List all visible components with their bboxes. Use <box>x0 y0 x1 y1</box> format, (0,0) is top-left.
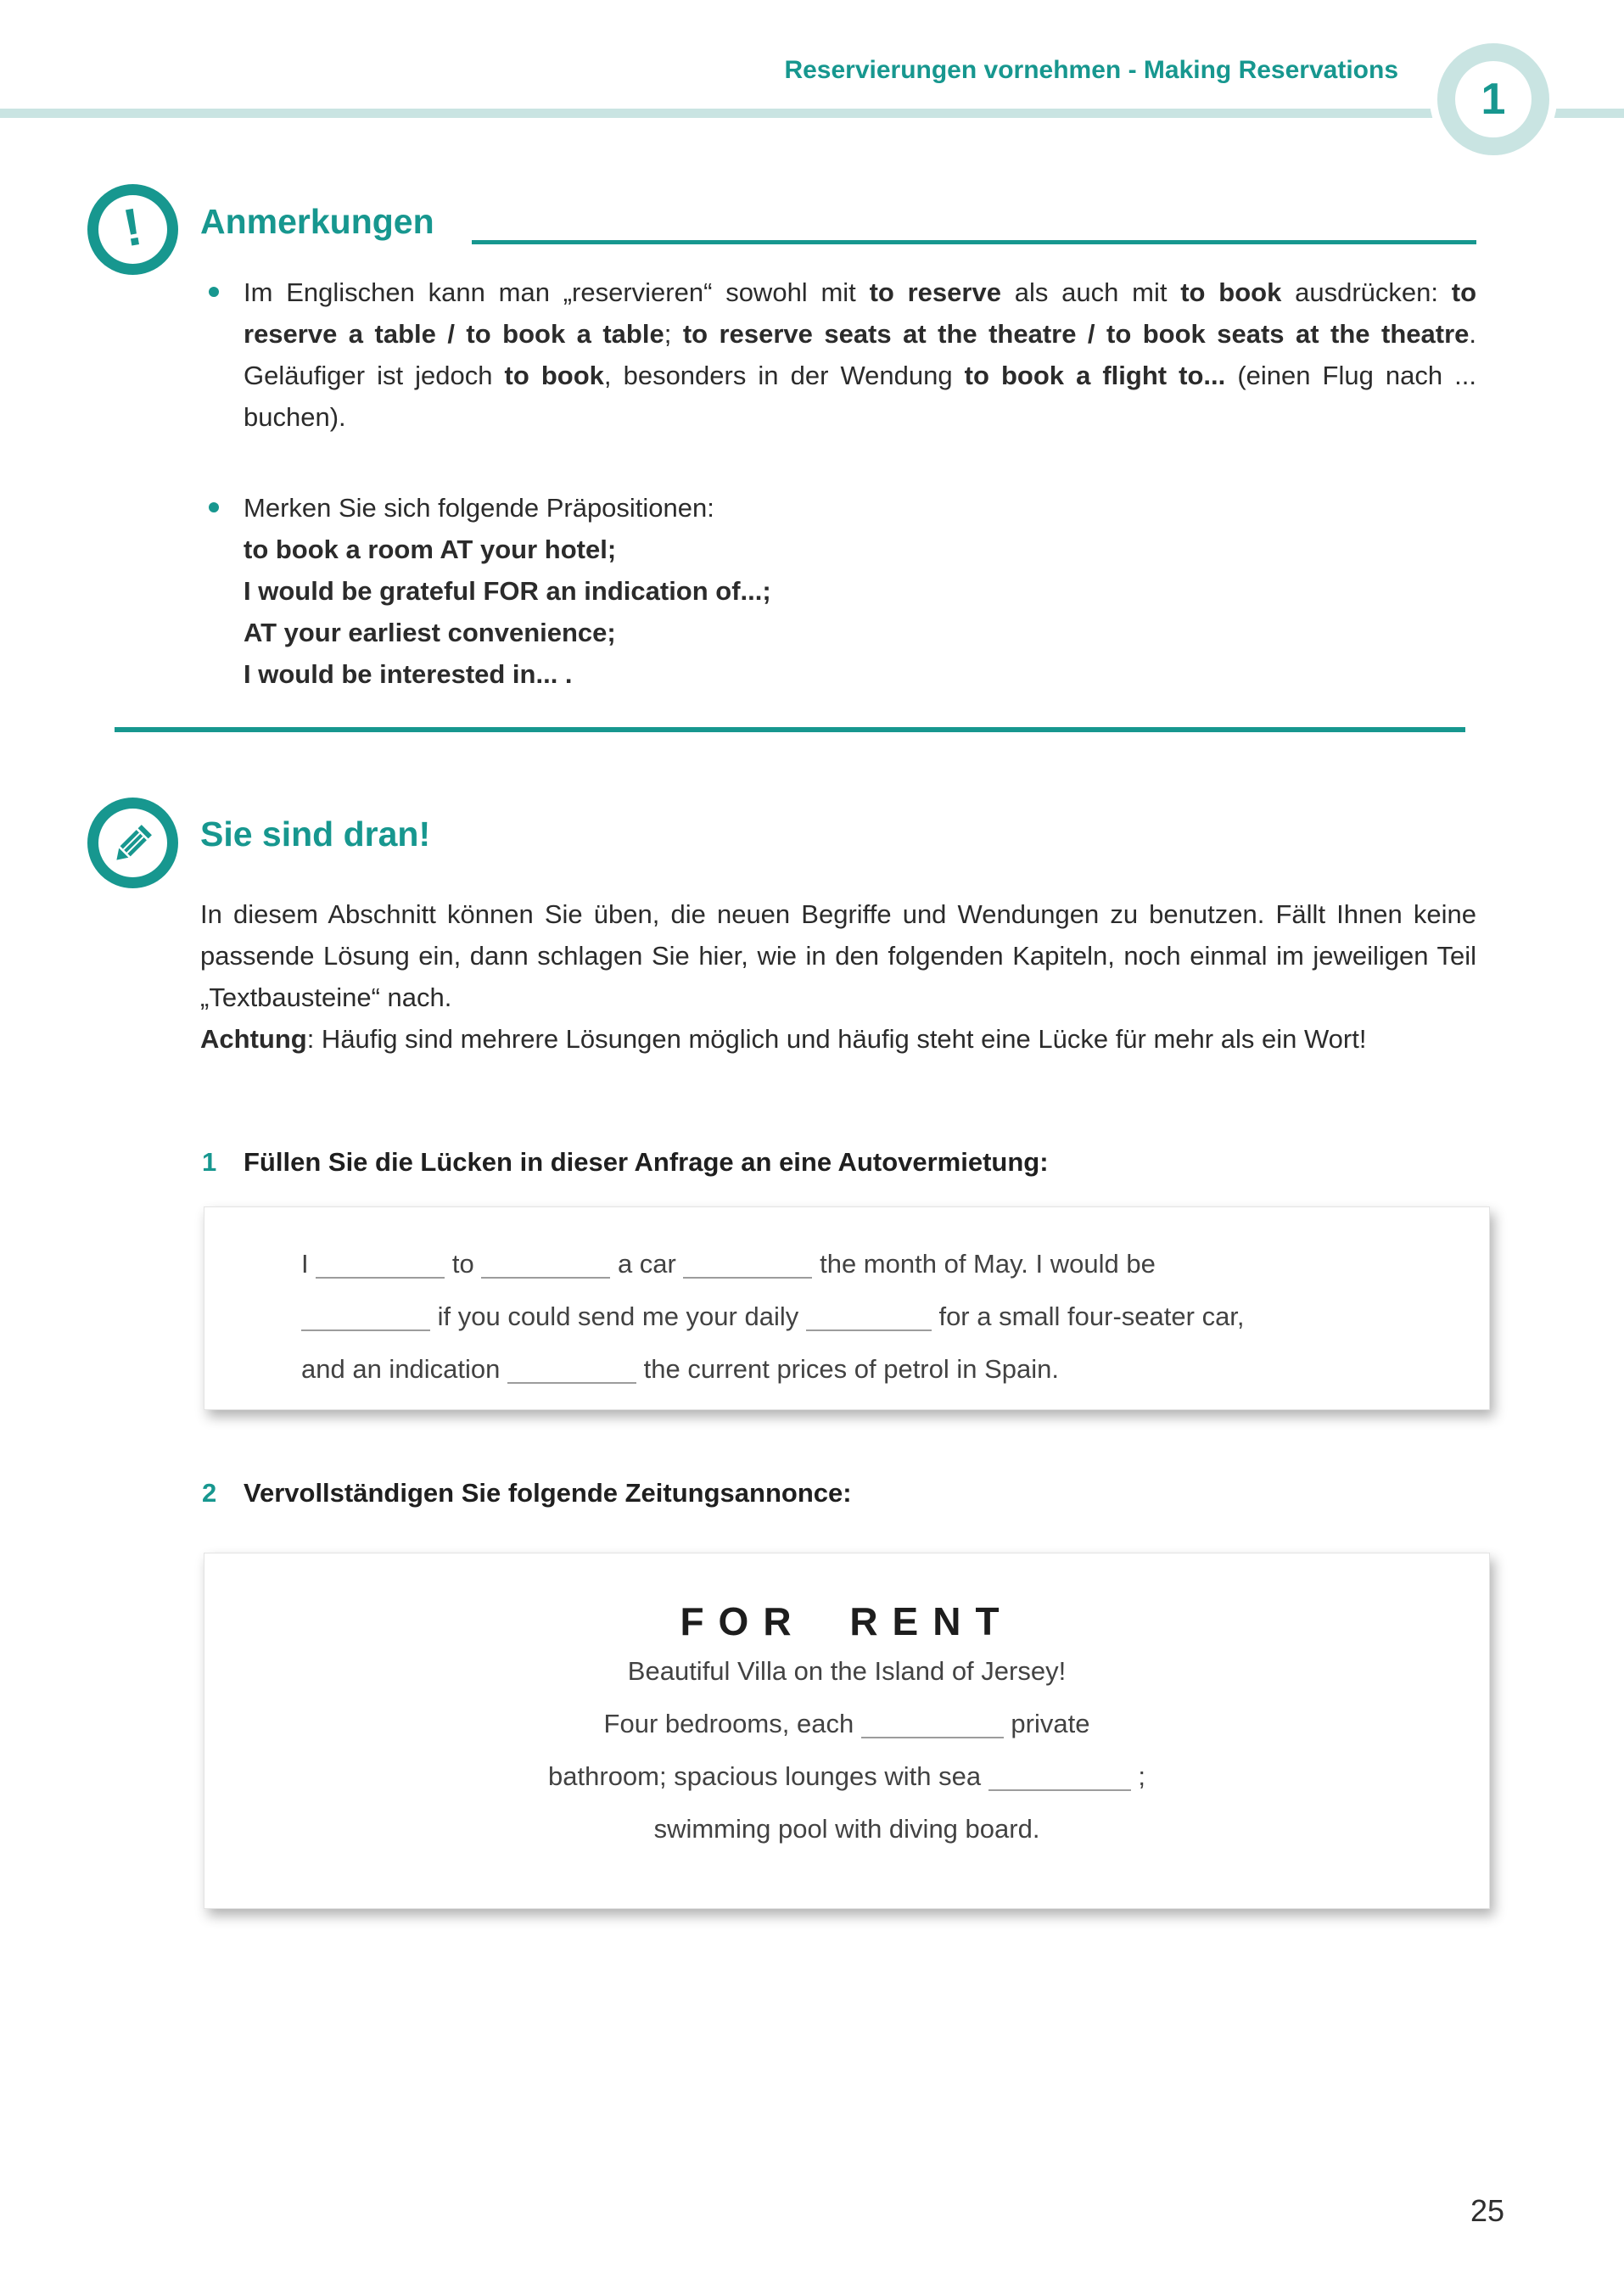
ad-line: bathroom; spacious lounges with sea ; <box>548 1761 1145 1791</box>
preposition-example: I would be interested in... . <box>244 659 573 689</box>
preposition-example: AT your earliest convenience; <box>244 618 616 647</box>
exclamation-glyph: ! <box>119 197 147 258</box>
bullet-intro-line: Merken Sie sich folgende Präpositionen: <box>244 493 714 523</box>
bullet-text: Im Englischen kann man „reservieren“ sowohl mit to reserve als auch mit to book ausdrücken: to reserve a table / to book a table; to reserve seats at the theatre / to book seats at the theatre. Geläufiger ist jedoch to book, besonders in der Wendung to book a flight to... (einen Flug nach ... buchen). <box>244 277 1477 432</box>
bullet-icon <box>209 287 219 297</box>
intro-paragraph: In diesem Abschnitt können Sie üben, die neuen Begriffe und Wendungen zu benutzen. Fällt Ihnen keine passende Lösung ein, dann schlagen Sie hier, wie in den folgenden Kapiteln, noch einmal im jeweiligen Teil „Textbausteine“ nach. <box>200 899 1476 1012</box>
fill-in-line: I to a car the month of May. I would be <box>301 1249 1156 1279</box>
ad-line: Four bedrooms, each private <box>603 1709 1090 1738</box>
list-item <box>209 271 1476 438</box>
notes-bullet-list <box>209 271 1476 695</box>
pencil-glyph <box>105 815 161 871</box>
intro-warning: Achtung: Häufig sind mehrere Lösungen möglich und häufig steht eine Lücke für mehr als ein Wort! <box>200 1024 1367 1054</box>
ad-line: swimming pool with diving board. <box>653 1814 1040 1844</box>
exercise-title: Füllen Sie die Lücken in dieser Anfrage an eine Autovermietung: <box>244 1147 1049 1177</box>
exercise-2-box <box>204 1553 1490 1909</box>
exercise-1-box <box>204 1206 1490 1410</box>
exercise-number: 2 <box>202 1478 217 1508</box>
pencil-icon <box>87 798 178 888</box>
chapter-number: 1 <box>1481 75 1506 124</box>
exercise-number: 1 <box>202 1147 217 1177</box>
section-divider <box>115 727 1465 732</box>
exclamation-icon <box>87 184 178 275</box>
preposition-example: to book a room AT your hotel; <box>244 535 617 564</box>
practice-intro <box>200 893 1476 1060</box>
practice-section-heading: Sie sind dran! <box>200 814 431 854</box>
list-item <box>209 487 1476 695</box>
notes-heading-rule <box>472 240 1476 244</box>
fill-in-line: and an indication the current prices of petrol in Spain. <box>301 1354 1060 1384</box>
exercise-title: Vervollständigen Sie folgende Zeitungsannonce: <box>244 1478 852 1508</box>
page-number: 25 <box>1470 2193 1505 2228</box>
chapter-header-title: Reservierungen vornehmen - Making Reservations <box>784 56 1398 84</box>
preposition-example: I would be grateful FOR an indication of...; <box>244 576 771 606</box>
fill-in-line: if you could send me your daily for a small four-seater car, <box>301 1290 1455 1343</box>
exercise-2-heading <box>202 1478 852 1509</box>
chapter-number-badge <box>1437 43 1549 155</box>
bullet-icon <box>209 502 219 512</box>
ad-line: Beautiful Villa on the Island of Jersey! <box>627 1656 1067 1686</box>
ad-title: FOR RENT <box>680 1599 1014 1643</box>
exercise-1-heading <box>202 1147 1049 1178</box>
bullet-text <box>244 487 1476 695</box>
notes-section-heading: Anmerkungen <box>200 202 434 241</box>
header-rule <box>0 109 1624 118</box>
